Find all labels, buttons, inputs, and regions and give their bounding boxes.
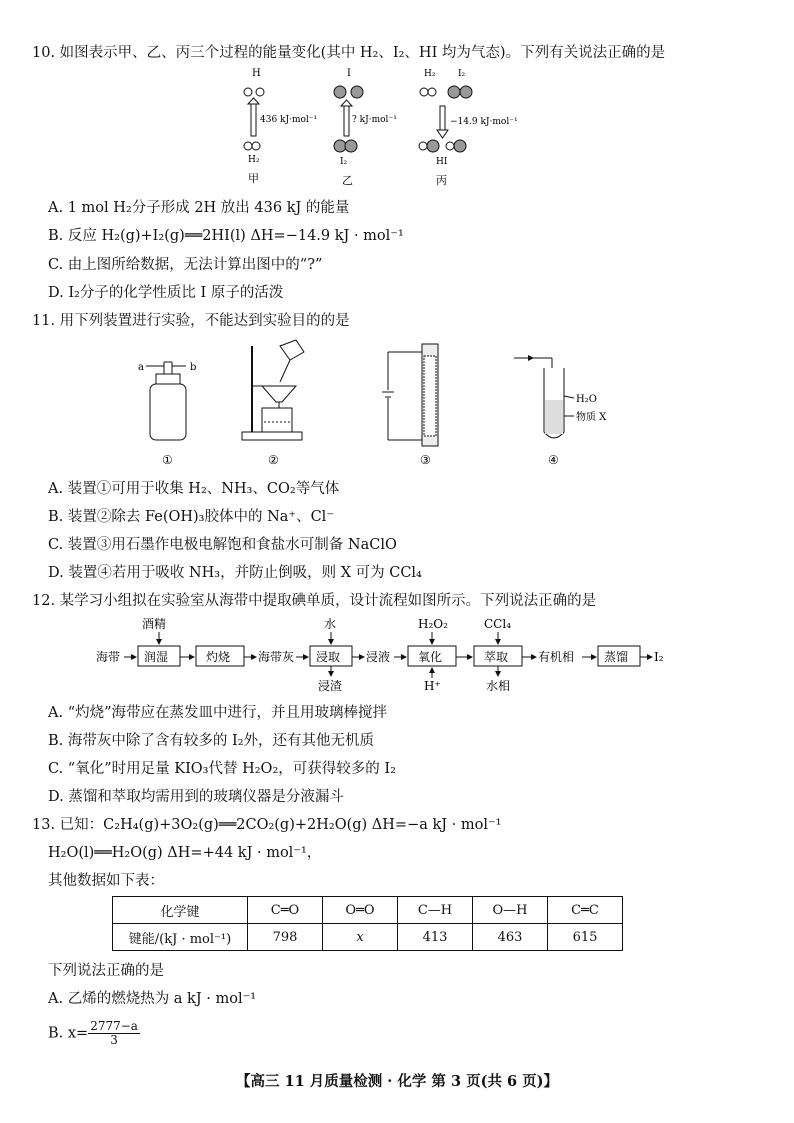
jia-bottom-label: H₂ bbox=[248, 155, 260, 165]
q10-stem: 10. 如图表示甲、乙、丙三个过程的能量变化(其中 H₂、I₂、HI 均为气态)。下列有关说法正确的是 bbox=[32, 45, 666, 61]
flow-hplus: H⁺ bbox=[424, 679, 441, 693]
bing-i2-label: I₂ bbox=[458, 69, 466, 79]
q13-line2: H₂O(l)══H₂O(g) ΔH=+44 kJ · mol⁻¹， bbox=[48, 845, 322, 861]
table-cell: 化学键 bbox=[113, 897, 248, 924]
flow-distill: 蒸馏 bbox=[604, 650, 629, 664]
h-atom bbox=[420, 88, 428, 96]
tube-b-label: b bbox=[190, 362, 197, 373]
absorption-test-tube bbox=[514, 355, 607, 467]
h-atom bbox=[244, 88, 252, 96]
q11-option-c: C. 装置③用石墨作电极电解饱和食盐水可制备 NaClO bbox=[48, 537, 397, 553]
q12-option-b: B. 海带灰中除了含有较多的 I₂外，还有其他无机质 bbox=[48, 733, 375, 749]
q12-flowchart bbox=[96, 614, 686, 694]
yi-bottom-label: I₂ bbox=[340, 157, 348, 167]
q10-energy-figure bbox=[230, 66, 530, 190]
tube-a-label: a bbox=[138, 362, 144, 373]
q10-option-a: A. 1 mol H₂分子形成 2H 放出 436 kJ 的能量 bbox=[48, 200, 350, 216]
page-footer: 【高三 11 月质量检测 · 化学 第 3 页(共 6 页)】 bbox=[235, 1073, 559, 1090]
yi-label: 乙 bbox=[342, 174, 353, 187]
flow-iodine: I₂ bbox=[654, 650, 664, 664]
flow-wet: 润湿 bbox=[144, 650, 169, 664]
table-row bbox=[113, 924, 623, 951]
q12-option-d: D. 蒸馏和萃取均需用到的玻璃仪器是分液漏斗 bbox=[48, 789, 344, 805]
flow-residue: 浸渣 bbox=[318, 679, 343, 693]
flow-seaweed: 海带 bbox=[96, 650, 121, 664]
table-cell: C═C bbox=[548, 897, 623, 924]
q10-option-b: B. 反应 H₂(g)+I₂(g)══2HI(l) ΔH=−14.9 kJ · mol⁻¹ bbox=[48, 228, 404, 244]
flow-extract: 萃取 bbox=[484, 650, 509, 664]
fraction bbox=[88, 1020, 140, 1047]
jia-energy: 436 kJ·mol⁻¹ bbox=[260, 115, 318, 125]
q12-option-a: A. “灼烧”海带应在蒸发皿中进行，并且用玻璃棒搅拌 bbox=[48, 705, 388, 721]
i-atom bbox=[427, 140, 439, 152]
flow-organic: 有机相 bbox=[538, 650, 575, 664]
filtration-stand bbox=[242, 340, 304, 467]
q11-option-d: D. 装置④若用于吸收 NH₃，并防止倒吸，则 X 可为 CCl₄ bbox=[48, 565, 422, 581]
table-cell: C═O bbox=[248, 897, 323, 924]
h-atom bbox=[256, 88, 264, 96]
i-atom bbox=[345, 140, 357, 152]
apparatus-1-label: ① bbox=[162, 453, 173, 467]
flow-ash: 海带灰 bbox=[258, 650, 295, 664]
gas-collection-bottle bbox=[138, 362, 196, 467]
flow-alcohol: 酒精 bbox=[142, 617, 167, 631]
i-atom bbox=[334, 140, 346, 152]
jia-top-label: H bbox=[252, 68, 261, 79]
q12-stem: 12. 某学习小组拟在实验室从海带中提取碘单质，设计流程如图所示。下列说法正确的是 bbox=[32, 593, 597, 609]
yi-arrow-head bbox=[341, 100, 352, 106]
i-atom bbox=[454, 140, 466, 152]
table-cell: 798 bbox=[248, 924, 323, 951]
h2o-label: H₂O bbox=[576, 394, 597, 405]
table-cell: x bbox=[323, 924, 398, 951]
flow-h2o2: H₂O₂ bbox=[418, 617, 448, 631]
q10-option-c: C. 由上图所给数据，无法计算出图中的“?” bbox=[48, 257, 323, 273]
yi-top-label: I bbox=[347, 68, 351, 79]
table-header-row bbox=[113, 897, 623, 924]
q13-line4: 下列说法正确的是 bbox=[48, 963, 164, 979]
i-atom bbox=[334, 86, 346, 98]
q10-option-d: D. I₂分子的化学性质比 I 原子的活泼 bbox=[48, 285, 284, 301]
yi-arrow bbox=[344, 104, 349, 136]
h-atom bbox=[428, 88, 436, 96]
q13-stem: 13. 已知：C₂H₄(g)+3O₂(g)══2CO₂(g)+2H₂O(g) ΔH=−a kJ · mol⁻¹ bbox=[32, 817, 502, 833]
q13-option-b-prefix: B. x= bbox=[48, 1025, 89, 1042]
q11-stem: 11. 用下列装置进行实验，不能达到实验目的的是 bbox=[32, 313, 350, 329]
table-cell: 463 bbox=[473, 924, 548, 951]
fraction-numerator: 2777−a bbox=[90, 1019, 138, 1033]
fraction-denominator: 3 bbox=[110, 1033, 118, 1047]
q13-option-b bbox=[48, 1020, 140, 1047]
flow-burn: 灼烧 bbox=[206, 650, 231, 664]
jia-arrow-head bbox=[248, 98, 259, 104]
q11-option-b: B. 装置②除去 Fe(OH)₃胶体中的 Na⁺、Cl⁻ bbox=[48, 509, 334, 525]
bing-arrow bbox=[440, 106, 445, 132]
table-cell: O—H bbox=[473, 897, 548, 924]
q11-option-a: A. 装置①可用于收集 H₂、NH₃、CO₂等气体 bbox=[48, 481, 340, 497]
i-atom bbox=[460, 86, 472, 98]
bing-label: 丙 bbox=[436, 174, 447, 187]
table-cell: C—H bbox=[398, 897, 473, 924]
h-atom bbox=[446, 142, 454, 150]
jia-label: 甲 bbox=[248, 172, 259, 185]
flow-ccl4: CCl₄ bbox=[484, 617, 512, 631]
bing-h2-label: H₂ bbox=[424, 69, 436, 79]
i-atom bbox=[351, 86, 363, 98]
bing-arrow-head bbox=[437, 130, 448, 138]
bond-energy-table bbox=[112, 896, 623, 951]
q13-option-a: A. 乙烯的燃烧热为 a kJ · mol⁻¹ bbox=[48, 991, 257, 1007]
flow-leachate: 浸液 bbox=[366, 650, 391, 664]
table-cell: O═O bbox=[323, 897, 398, 924]
q13-line3: 其他数据如下表： bbox=[48, 873, 164, 889]
bing-energy: −14.9 kJ·mol⁻¹ bbox=[450, 117, 518, 127]
flow-leach: 浸取 bbox=[316, 650, 341, 664]
substance-x-label: 物质 X bbox=[576, 412, 607, 423]
i-atom bbox=[448, 86, 460, 98]
flow-aqueous: 水相 bbox=[486, 679, 511, 693]
table-cell: 615 bbox=[548, 924, 623, 951]
h-atom bbox=[244, 142, 252, 150]
h-atom bbox=[419, 142, 427, 150]
q11-apparatus-figure bbox=[120, 336, 620, 470]
bing-bottom-label: HI bbox=[436, 157, 448, 167]
apparatus-4-label: ④ bbox=[548, 453, 559, 467]
table-cell: 键能/(kJ · mol⁻¹) bbox=[113, 924, 248, 951]
apparatus-2-label: ② bbox=[268, 453, 279, 467]
apparatus-3-label: ③ bbox=[420, 453, 431, 467]
electrolysis-cell bbox=[382, 344, 438, 467]
yi-energy: ? kJ·mol⁻¹ bbox=[352, 115, 397, 125]
flow-oxidize: 氧化 bbox=[418, 650, 443, 664]
h-atom bbox=[252, 142, 260, 150]
q12-option-c: C. “氧化”时用足量 KIO₃代替 H₂O₂，可获得较多的 I₂ bbox=[48, 761, 396, 777]
jia-arrow bbox=[251, 102, 256, 136]
table-cell: 413 bbox=[398, 924, 473, 951]
flow-water: 水 bbox=[324, 617, 337, 631]
